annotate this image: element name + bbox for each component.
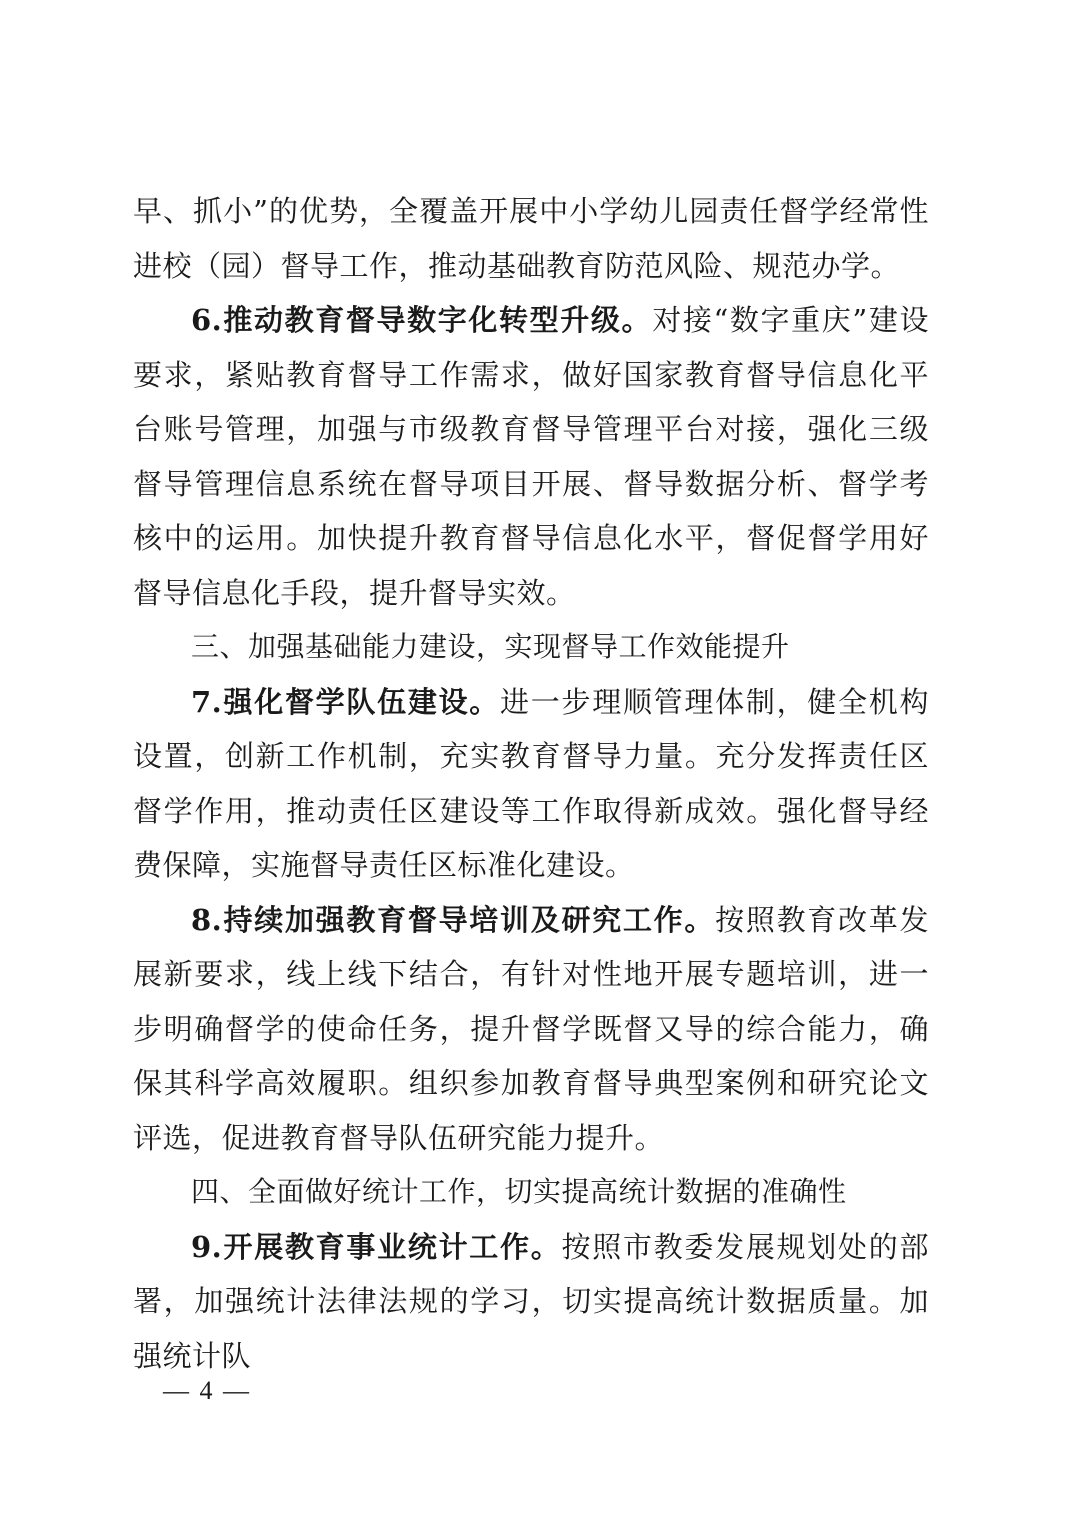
paragraph-item-9: [133, 1220, 929, 1384]
page-number: — 4 —: [163, 1376, 251, 1405]
paragraph-continuation: [133, 184, 929, 293]
paragraph-text: 对接“数字重庆”建设要求，紧贴教育督导工作需求，做好国家教育督导信息化平台账号管理，加强与市级教育督导管理平台对接，强化三级督导管理信息系统在督导项目开展、督导数据分析、督学考核中的运用。加快提升教育督导信息化水平，督促督学用好督导信息化手段，提升督导实效。: [133, 303, 930, 610]
document-body: [133, 184, 929, 1383]
paragraph-item-6: [133, 293, 929, 620]
item-lead: 9.开展教育事业统计工作。: [191, 1229, 562, 1264]
paragraph-item-8: [133, 893, 929, 1166]
paragraph-text: 进一步理顺管理体制，健全机构设置，创新工作机制，充实教育督导力量。充分发挥责任区督学作用，推动责任区建设等工作取得新成效。强化督导经费保障，实施督导责任区标准化建设。: [133, 684, 929, 882]
paragraph-item-7: [133, 675, 929, 893]
section-heading-4: 四、全面做好统计工作，切实提高统计数据的准确性: [191, 1175, 847, 1208]
paragraph-text: 按照市教委发展规划处的部署，加强统计法律法规的学习，切实提高统计数据质量。加强统计队: [133, 1229, 929, 1373]
section-heading-3: 三、加强基础能力建设，实现督导工作效能提升: [191, 630, 790, 663]
item-lead: 7.强化督学队伍建设。: [191, 684, 501, 719]
item-lead: 6.推动教育督导数字化转型升级。: [191, 303, 653, 337]
paragraph-text: 按照教育改革发展新要求，线上线下结合，有针对性地开展专题培训，进一步明确督学的使命任务，提升督学既督又导的综合能力，确保其科学高效履职。组织参加教育督导典型案例和研究论文评选，促进教育督导队伍研究能力提升。: [133, 902, 929, 1155]
paragraph-text: 早、抓小”的优势，全覆盖开展中小学幼儿园责任督学经常性进校（园）督导工作，推动基础教育防范风险、规范办学。: [133, 194, 929, 283]
item-lead: 8.持续加强教育督导培训及研究工作。: [191, 902, 716, 937]
